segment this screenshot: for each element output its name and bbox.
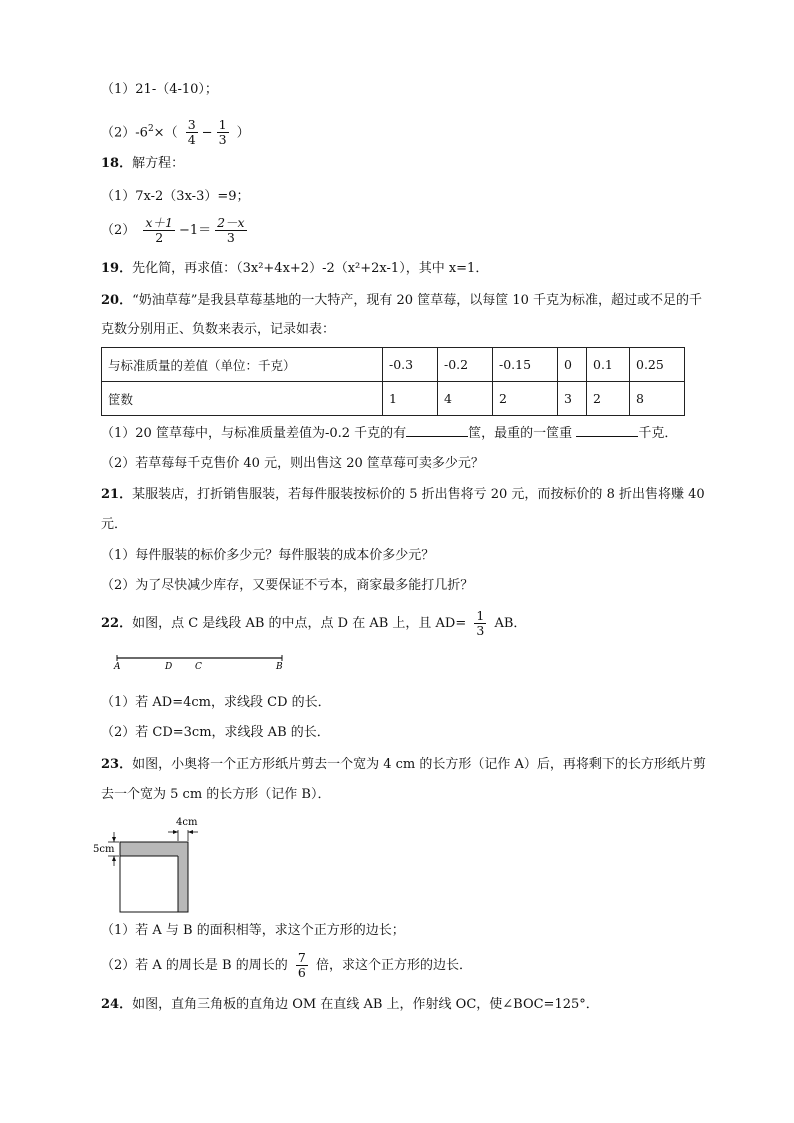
answer-blank[interactable] (576, 424, 638, 437)
point-label-b: B (276, 662, 283, 672)
q23-line1: 23．如图，小奥将一个正方形纸片剪去一个宽为 4 cm 的长方形（记作 A）后，再将剩下的长方形纸片剪 (101, 757, 706, 772)
table-cell: 0.1 (587, 348, 630, 382)
strawberry-table (101, 347, 685, 416)
fraction-x-plus-1-over-2: $\frac{x+1}{2}$ (145, 215, 173, 245)
q23-line2: 去一个宽为 5 cm 的长方形（记作 B）． (101, 787, 331, 802)
q21-line2: 元． (101, 517, 128, 532)
q21-part2: （2）为了尽快减少库存，又要保证不亏本，商家最多能打几折？ (101, 578, 474, 593)
width-label-4cm: 4cm (176, 817, 198, 828)
table-cell: -0.3 (383, 348, 438, 382)
fraction-2-minus-x-over-3: $\frac{2-x}{3}$ (217, 215, 245, 245)
table-cell: 3 (558, 382, 587, 416)
point-label-d: D (165, 662, 173, 672)
q19-text: 19．先化简，再求值：（3x²+4x+2）-2（x²+2x-1），其中 x=1． (101, 261, 489, 276)
q20-part1: （1）20 筐草莓中，与标准质量差值为-0.2 千克的有 筐，最重的一筐重 千克． (101, 426, 678, 441)
answer-blank[interactable] (406, 424, 468, 437)
q22-part1: （1）若 AD=4cm，求线段 CD 的长． (101, 695, 331, 710)
table-cell: 0 (558, 348, 587, 382)
table-cell: -0.2 (438, 348, 493, 382)
table-cell: 1 (383, 382, 438, 416)
table-cell: 4 (438, 382, 493, 416)
q24-text: 24．如图，直角三角板的直角边 OM 在直线 AB 上，作射线 OC，使∠BOC=125°． (101, 997, 599, 1012)
q22-text: 22．如图，点 C 是线段 AB 的中点，点 D 在 AB 上，且 AD= $\frac{1}{3}$ AB． (101, 608, 527, 638)
q21-part1: （1）每件服装的标价多少元？每件服装的成本价多少元？ (101, 548, 435, 563)
table-cell: -0.15 (493, 348, 558, 382)
q18-part1: （1）7x-2（3x-3）=9； (101, 189, 250, 204)
table-row (102, 348, 685, 382)
table-cell: 8 (630, 382, 685, 416)
q18-part2: （2） $\frac{x+1}{2}$ −1＝ $\frac{2-x}{3}$ (101, 215, 245, 245)
segment-figure (110, 650, 290, 672)
table-cell: 2 (587, 382, 630, 416)
q20-line2: 克数分别用正、负数来表示，记录如表： (101, 322, 336, 337)
table-cell: 0.25 (630, 348, 685, 382)
q23-part2: （2）若 A 的周长是 B 的周长的 $\frac{7}{6}$ 倍，求这个正方形的边长． (101, 950, 472, 980)
q17-part2: $(2)-6^2\times$（ $\frac{3}{4}$ − $\frac{1}{3}$ ） (101, 117, 250, 148)
q21-line1: 21．某服装店，打折销售服装，若每件服装按标价的 5 折出售将亏 20 元，而按标价的 8 折出售将赚 40 (101, 487, 705, 502)
fraction-3-4: $\frac{3}{4}$ (187, 117, 196, 148)
square-figure (92, 812, 202, 916)
q20-part2: （2）若草莓每千克售价 40 元，则出售这 20 筐草莓可卖多少元？ (101, 456, 484, 471)
q23-part1: （1）若 A 与 B 的面积相等，求这个正方形的边长； (101, 923, 405, 938)
point-label-c: C (195, 662, 202, 672)
table-cell: 2 (493, 382, 558, 416)
q20-line1: 20．“奶油草莓”是我县草莓基地的一大特产，现有 20 筐草莓，以每筐 10 千克为标准，超过或不足的千 (101, 293, 702, 308)
point-label-a: A (114, 662, 121, 672)
fraction-1-3: $\frac{1}{3}$ (476, 608, 485, 638)
q17-part1: （1）21-（4-10）； (101, 82, 218, 97)
width-label-5cm: 5cm (93, 844, 115, 855)
table-header-cell: 与标准质量的差值（单位：千克） (102, 348, 383, 382)
fraction-1-3: $\frac{1}{3}$ (218, 117, 227, 148)
table-row (102, 382, 685, 416)
q22-part2: （2）若 CD=3cm，求线段 AB 的长． (101, 725, 330, 740)
table-header-cell: 筐数 (102, 382, 383, 416)
q18-title: 18．解方程： (101, 156, 185, 171)
fraction-7-6: $\frac{7}{6}$ (297, 950, 306, 980)
